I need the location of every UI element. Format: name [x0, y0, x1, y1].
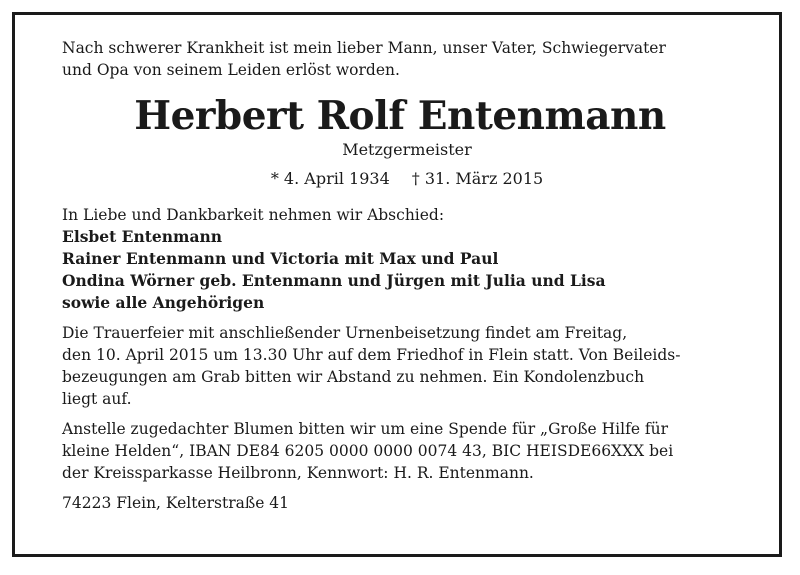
birth-date: * 4. April 1934: [270, 169, 390, 188]
obituary-notice: [62, 37, 752, 514]
ceremony-line: liegt auf.: [62, 390, 132, 408]
donation-text: [62, 418, 752, 484]
mourner-line: Elsbet Entenmann: [62, 227, 223, 246]
mourner-line: Rainer Entenmann und Victoria mit Max und Paul: [62, 249, 499, 268]
deceased-name: Herbert Rolf Entenmann: [134, 93, 666, 139]
family-address: 74223 Flein, Kelterstraße 41: [62, 494, 290, 512]
donation-line: kleine Helden“, IBAN DE84 6205 0000 0000 0074 43, BIC HEISDE66XXX bei: [62, 442, 674, 460]
ceremony-line: Die Trauerfeier mit anschließender Urnenbeisetzung findet am Freitag,: [62, 324, 628, 342]
donation-line: der Kreissparkasse Heilbronn, Kennwort: H. R. Entenmann.: [62, 464, 534, 482]
life-dates: [62, 168, 752, 190]
ceremony-line: den 10. April 2015 um 13.30 Uhr auf dem Friedhof in Flein statt. Von Beileids-: [62, 346, 681, 364]
intro-line: und Opa von seinem Leiden erlöst worden.: [62, 61, 400, 79]
ceremony-text: [62, 322, 752, 410]
farewell-line: In Liebe und Dankbarkeit nehmen wir Abschied:: [62, 206, 445, 224]
intro-text: [62, 37, 752, 81]
death-date: † 31. März 2015: [411, 169, 544, 188]
profession: Metzgermeister: [342, 140, 472, 159]
intro-line: Nach schwerer Krankheit ist mein lieber Mann, unser Vater, Schwiegervater: [62, 39, 666, 57]
mourners-list: [62, 226, 752, 314]
mourner-line: sowie alle Angehörigen: [62, 293, 265, 312]
mourner-line: Ondina Wörner geb. Entenmann und Jürgen mit Julia und Lisa: [62, 271, 606, 290]
donation-line: Anstelle zugedachter Blumen bitten wir um eine Spende für „Große Hilfe für: [62, 420, 669, 438]
ceremony-line: bezeugungen am Grab bitten wir Abstand zu nehmen. Ein Kondolenzbuch: [62, 368, 645, 386]
